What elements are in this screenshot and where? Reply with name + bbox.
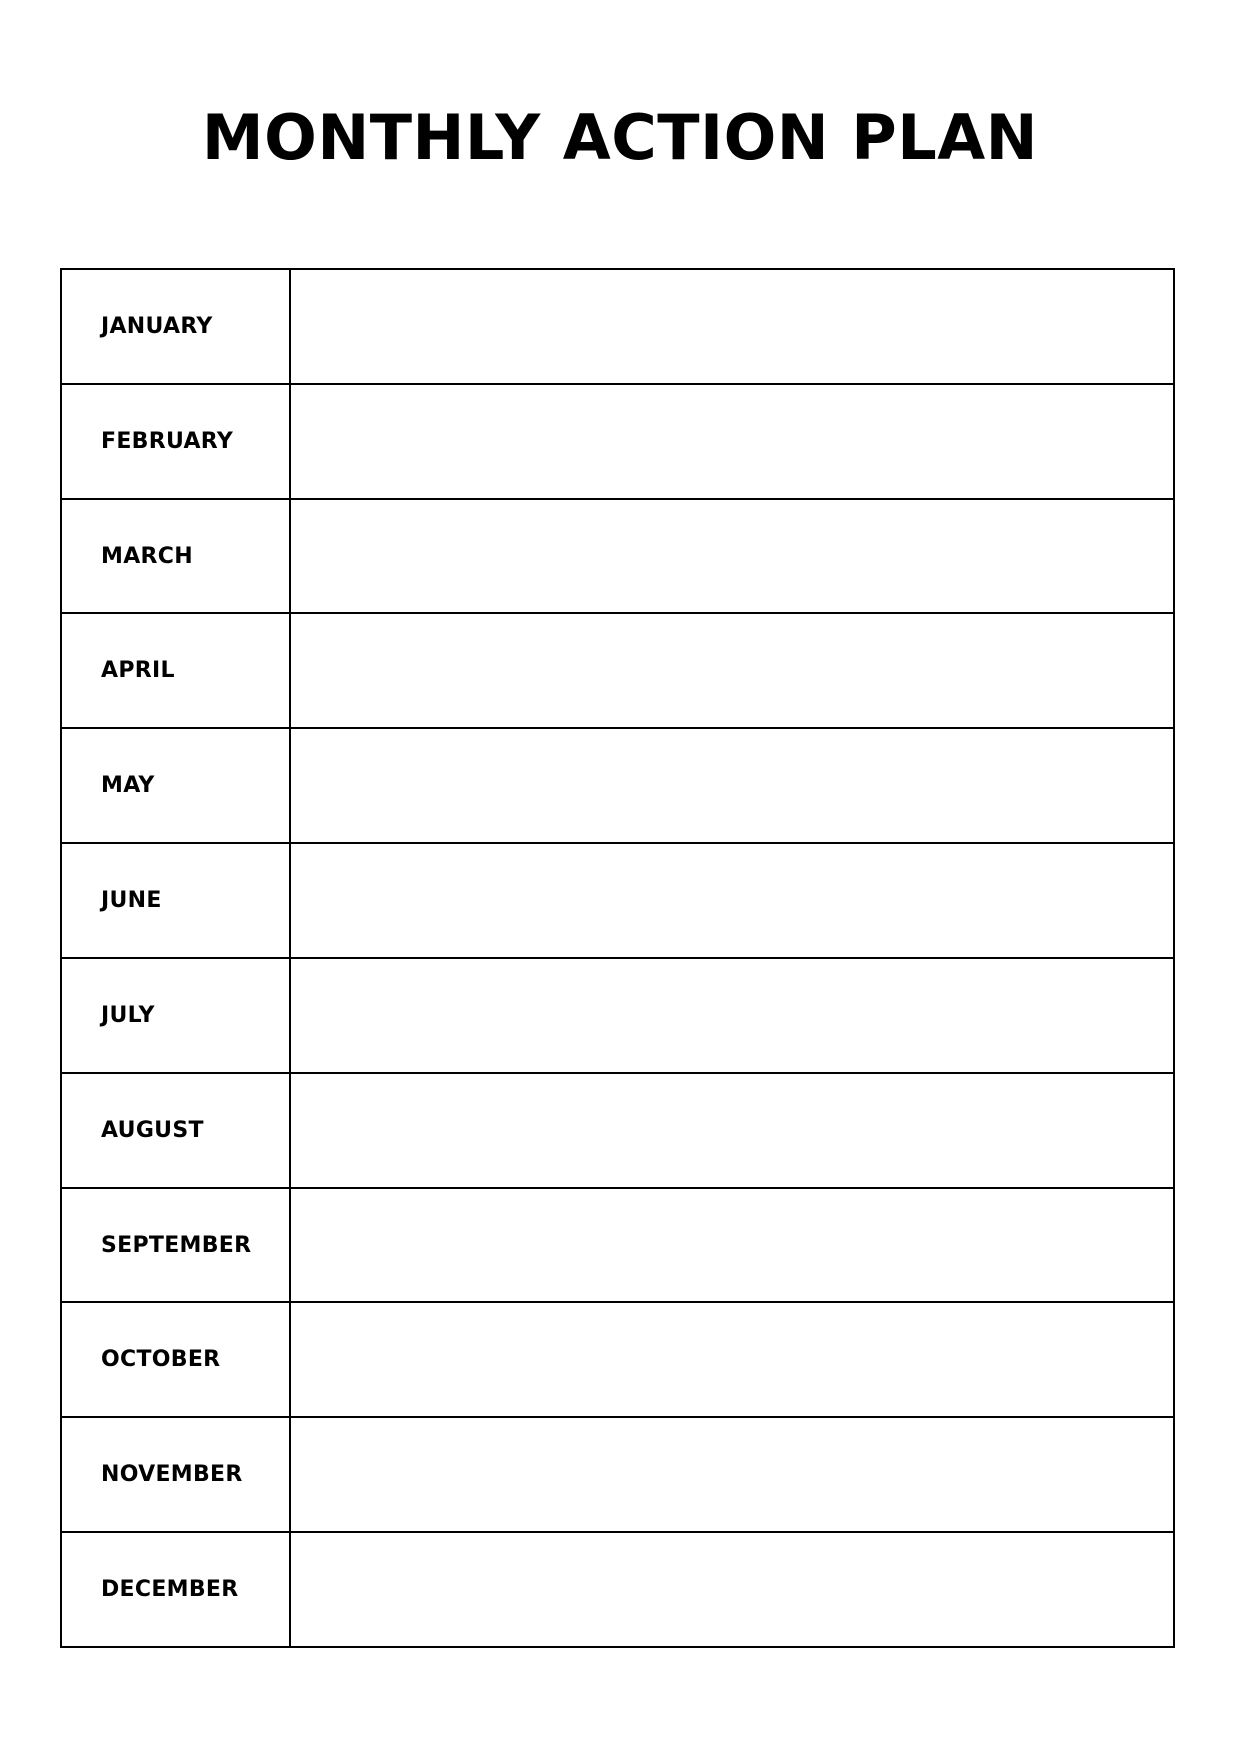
table-row bbox=[62, 957, 1173, 1072]
table-row bbox=[62, 498, 1173, 613]
month-label: DECEMBER bbox=[62, 1533, 291, 1646]
month-label: NOVEMBER bbox=[62, 1418, 291, 1531]
table-row bbox=[62, 1416, 1173, 1531]
action-cell[interactable] bbox=[291, 1189, 1173, 1302]
page-title: MONTHLY ACTION PLAN bbox=[201, 101, 1039, 174]
action-cell[interactable] bbox=[291, 959, 1173, 1072]
table-row bbox=[62, 612, 1173, 727]
action-cell[interactable] bbox=[291, 385, 1173, 498]
month-label: SEPTEMBER bbox=[62, 1189, 291, 1302]
table-row bbox=[62, 842, 1173, 957]
month-label: APRIL bbox=[62, 614, 291, 727]
table-row bbox=[62, 1187, 1173, 1302]
action-cell[interactable] bbox=[291, 729, 1173, 842]
month-label: FEBRUARY bbox=[62, 385, 291, 498]
month-label: JUNE bbox=[62, 844, 291, 957]
month-label: OCTOBER bbox=[62, 1303, 291, 1416]
table-row bbox=[62, 1531, 1173, 1646]
table-row bbox=[62, 727, 1173, 842]
action-plan-table bbox=[60, 268, 1175, 1648]
action-cell[interactable] bbox=[291, 1303, 1173, 1416]
month-label: JULY bbox=[62, 959, 291, 1072]
action-cell[interactable] bbox=[291, 1533, 1173, 1646]
action-cell[interactable] bbox=[291, 1418, 1173, 1531]
month-label: JANUARY bbox=[62, 270, 291, 383]
month-label: MAY bbox=[62, 729, 291, 842]
table-row bbox=[62, 1301, 1173, 1416]
action-cell[interactable] bbox=[291, 844, 1173, 957]
month-label: MARCH bbox=[62, 500, 291, 613]
month-label: AUGUST bbox=[62, 1074, 291, 1187]
table-row bbox=[62, 270, 1173, 383]
action-cell[interactable] bbox=[291, 1074, 1173, 1187]
action-cell[interactable] bbox=[291, 270, 1173, 383]
table-row bbox=[62, 1072, 1173, 1187]
table-row bbox=[62, 383, 1173, 498]
action-cell[interactable] bbox=[291, 614, 1173, 727]
action-cell[interactable] bbox=[291, 500, 1173, 613]
